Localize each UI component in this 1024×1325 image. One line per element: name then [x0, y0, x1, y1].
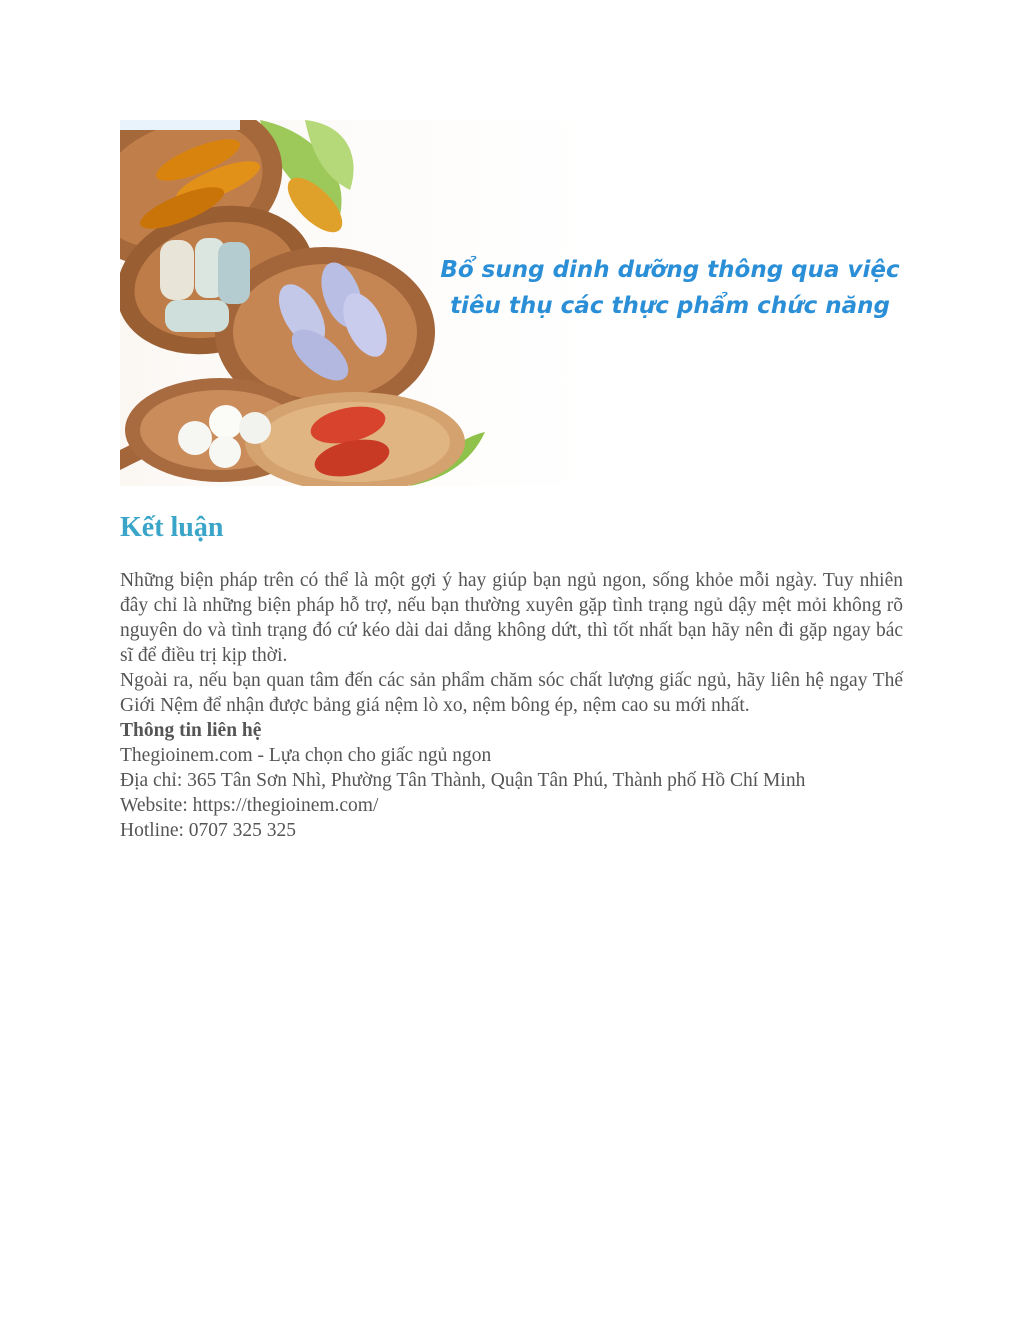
section-heading: Kết luận — [120, 512, 224, 543]
hero-caption-line: Bổ sung dinh dưỡng thông qua việc — [440, 257, 900, 283]
hero-caption-line: tiêu thụ các thực phẩm chức năng — [450, 293, 890, 319]
speckled-tablet — [160, 240, 194, 300]
round-pill — [209, 436, 241, 468]
contact-title: Thông tin liên hệ — [120, 720, 262, 741]
contact-website: Website: https://thegioinem.com/ — [120, 795, 379, 816]
round-pill — [209, 405, 243, 439]
tablet — [165, 300, 229, 332]
contact-hotline: Hotline: 0707 325 325 — [120, 820, 297, 841]
paragraph: Ngoài ra, nếu bạn quan tâm đến các sản phẩm chăm sóc chất lượng giấc ngủ, hãy liên hệ ngay Thế Giới Nệm để nhận được bảng giá nệm lò xo, nệm bông ép, nệm cao su mới nhất. — [120, 670, 903, 716]
round-pill — [239, 412, 271, 444]
hero-caption — [420, 252, 904, 324]
article-body — [120, 568, 903, 843]
contact-brand: Thegioinem.com - Lựa chọn cho giấc ngủ ngon — [120, 745, 492, 766]
tablet — [218, 242, 250, 304]
paragraph: Những biện pháp trên có thể là một gợi ý hay giúp bạn ngủ ngon, sống khỏe mỗi ngày. Tuy nhiên đây chỉ là những biện pháp hỗ trợ, nếu bạn thường xuyên gặp tình trạng ngủ dậy mệt mỏi không rõ nguyên do và tình trạng đó cứ kéo dài dai dẳng không dứt, thì tốt nhất bạn hãy nên đi gặp ngay bác sĩ để điều trị kịp thời. — [120, 570, 903, 666]
round-pill — [178, 421, 212, 455]
contact-address: Địa chỉ: 365 Tân Sơn Nhì, Phường Tân Thành, Quận Tân Phú, Thành phố Hồ Chí Minh — [120, 770, 806, 791]
brand-logo — [120, 120, 240, 130]
hero-image — [120, 120, 904, 486]
